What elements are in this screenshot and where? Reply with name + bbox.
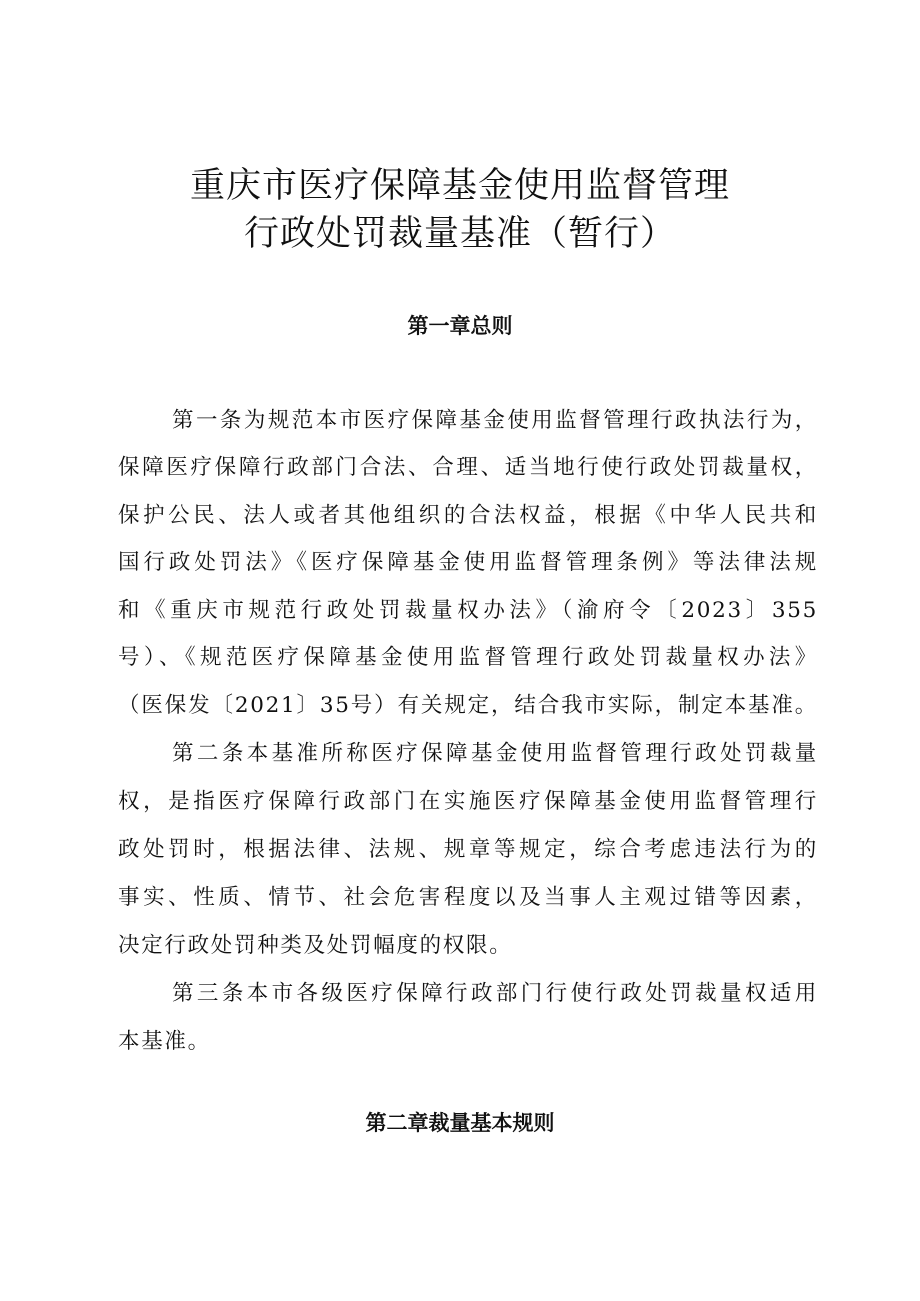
article-1-line: 保护公民、法人或者其他组织的合法权益，根据《中华人民共和 [118, 503, 818, 528]
article-2-line: 第二条本基准所称医疗保障基金使用监督管理行政处罚裁量 [172, 741, 818, 766]
article-1-line: 和《重庆市规范行政处罚裁量权办法》（渝府令〔2023〕355 [118, 598, 818, 623]
document-title-line-1: 重庆市医疗保障基金使用监督管理 [189, 166, 730, 206]
article-2-line: 权，是指医疗保障行政部门在实施医疗保障基金使用监督管理行 [118, 789, 818, 814]
article-1-line: 第一条为规范本市医疗保障基金使用监督管理行政执法行为， [172, 408, 818, 433]
article-1-line: 国行政处罚法》《医疗保障基金使用监督管理条例》等法律法规 [118, 550, 818, 575]
chapter-1-heading: 第一章总则 [407, 314, 513, 338]
article-2-line: 政处罚时，根据法律、法规、规章等规定，综合考虑违法行为的 [118, 837, 818, 862]
article-2-line: 决定行政处罚种类及处罚幅度的权限。 [118, 933, 513, 958]
article-1-line: 保障医疗保障行政部门合法、合理、适当地行使行政处罚裁量权， [118, 455, 818, 480]
article-1-line: 号）、《规范医疗保障基金使用监督管理行政处罚裁量权办法》 [118, 645, 818, 670]
chapter-2-heading: 第二章裁量基本规则 [365, 1111, 555, 1135]
article-2-line: 事实、性质、情节、社会危害程度以及当事人主观过错等因素， [118, 885, 818, 910]
document-title-line-2: 行政处罚裁量基准（暂行） [243, 214, 676, 254]
article-3-line: 本基准。 [118, 1029, 211, 1054]
article-3-line: 第三条本市各级医疗保障行政部门行使行政处罚裁量权适用 [172, 981, 818, 1006]
article-1-line: （医保发〔2021〕35号）有关规定，结合我市实际，制定本基准。 [118, 693, 818, 718]
